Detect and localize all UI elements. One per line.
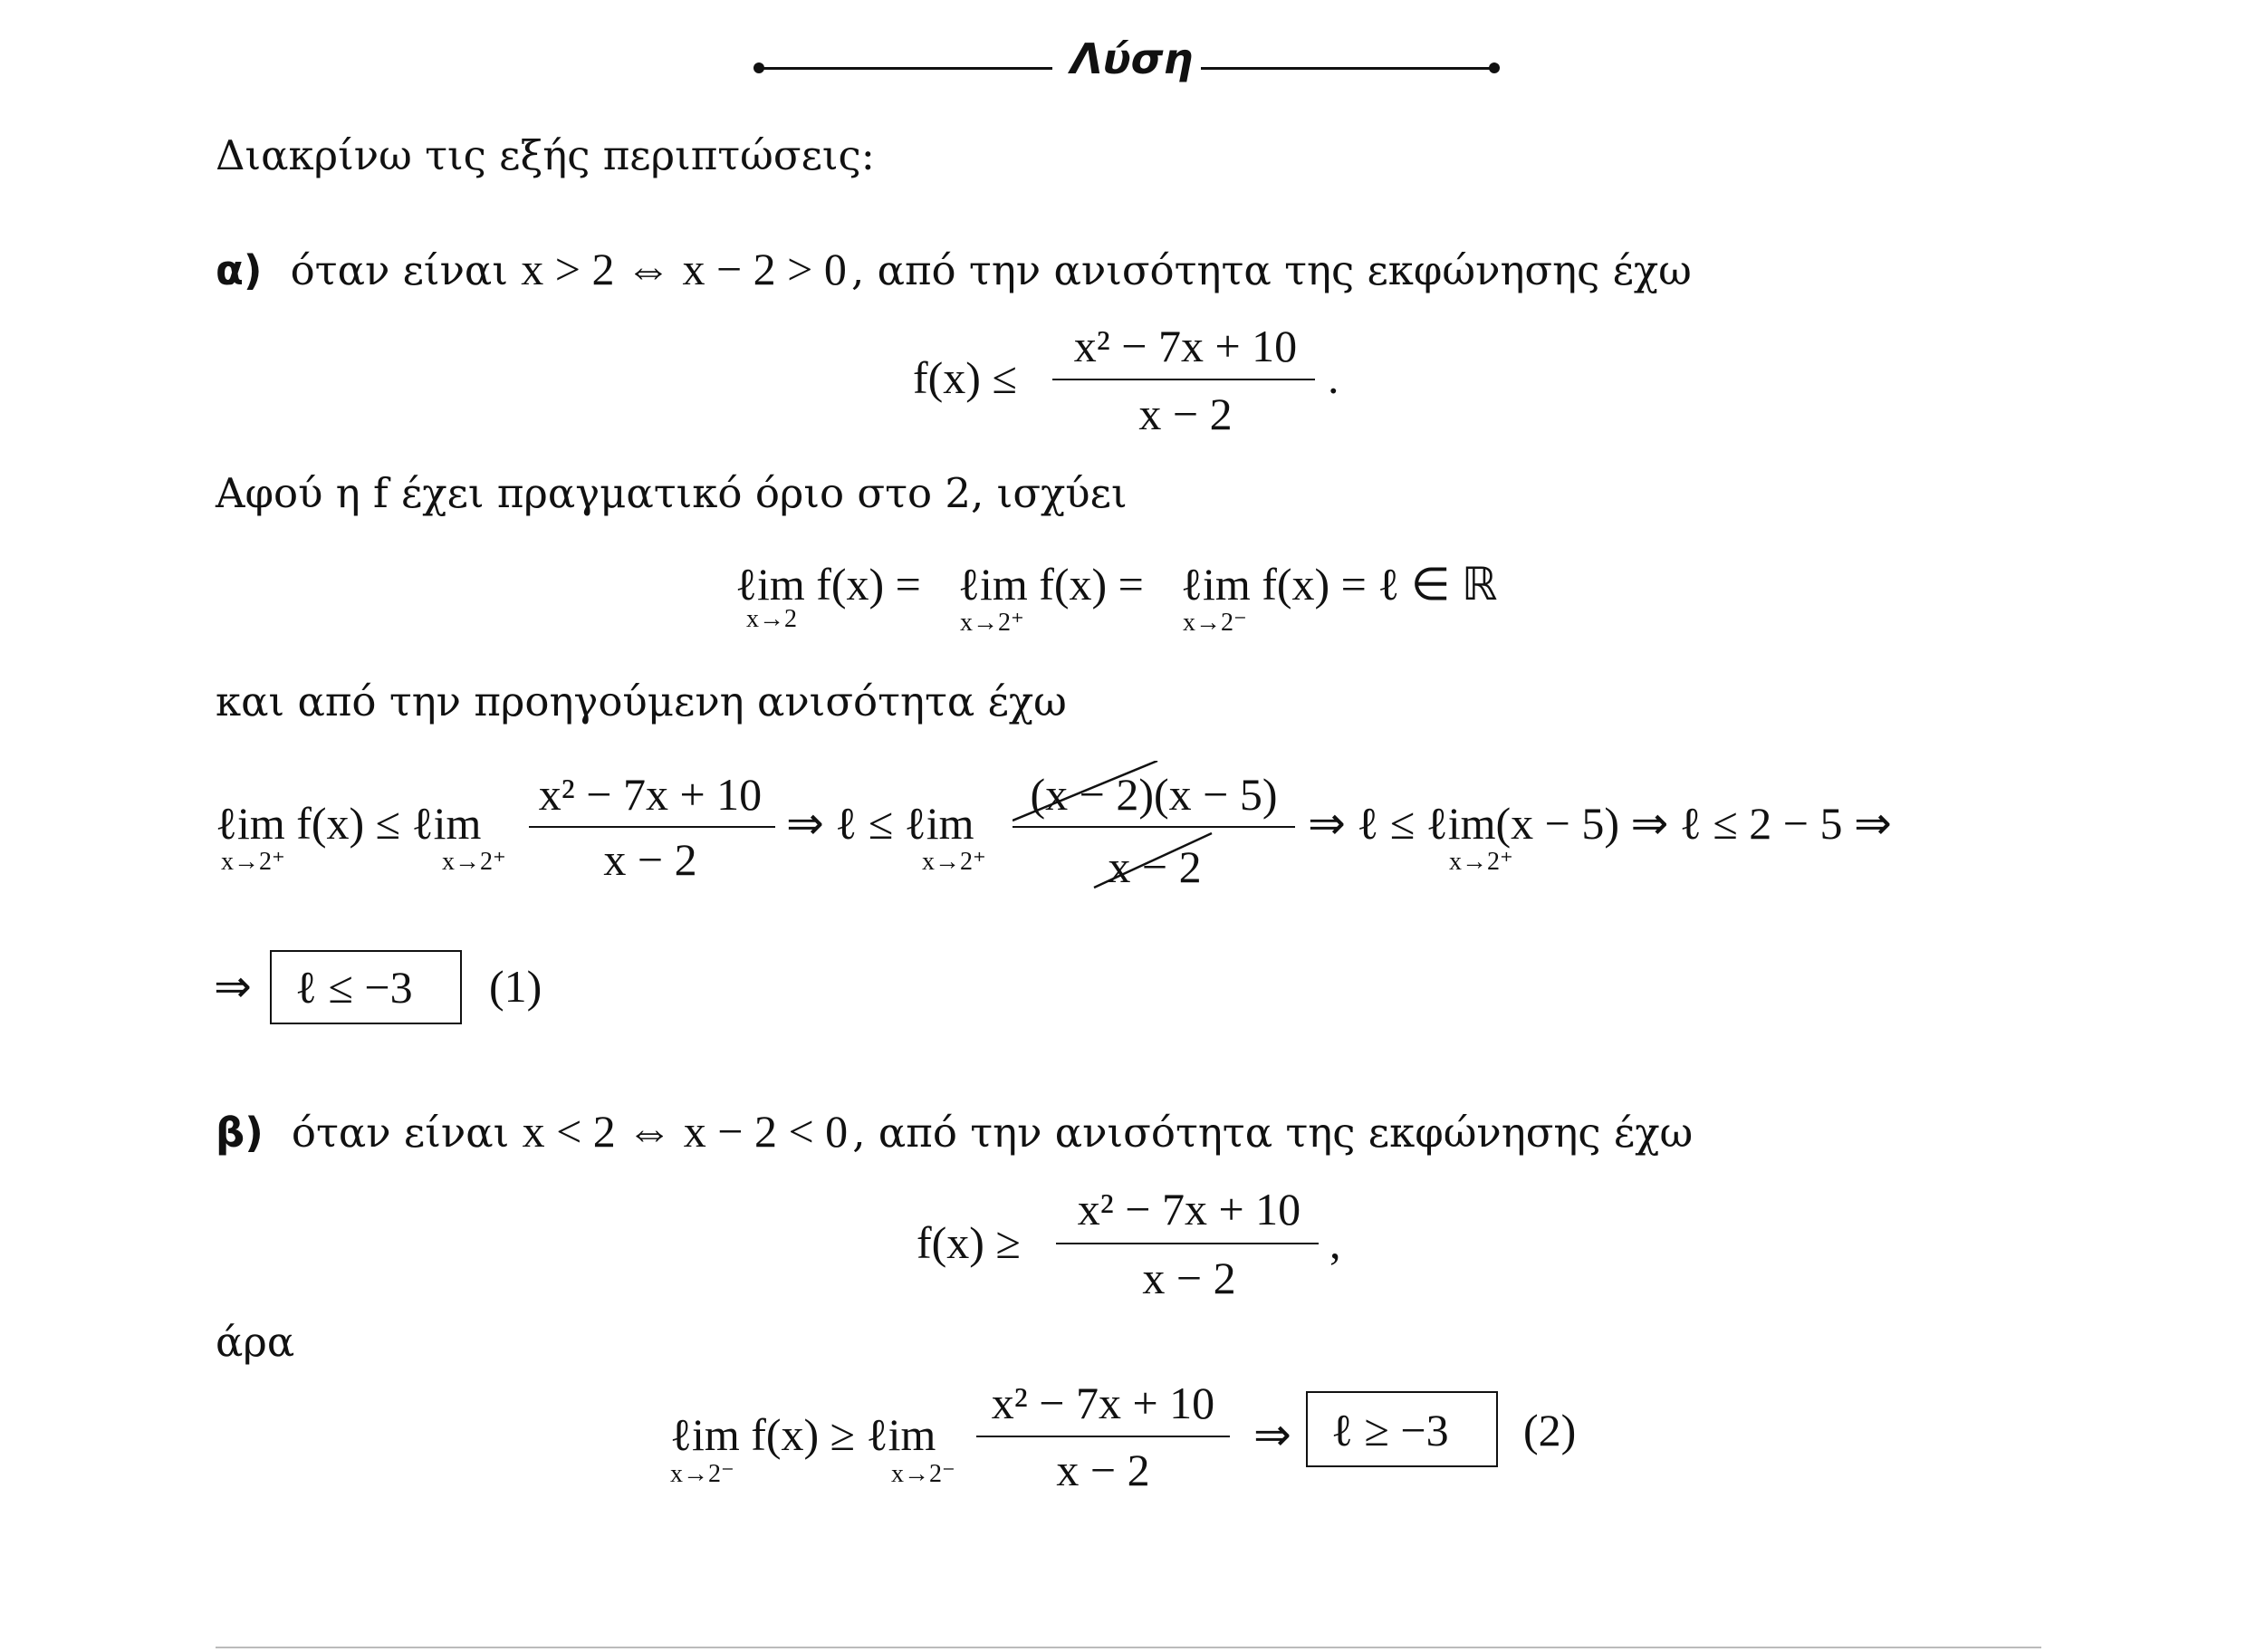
- case-a-denominator: x − 2: [1138, 389, 1233, 439]
- case-a-fraction-bar: [1052, 379, 1315, 380]
- section-title: Λύση: [1070, 34, 1194, 83]
- deriv-b-sub2: x→2⁻: [891, 1460, 955, 1488]
- deriv-a-numerator1: x² − 7x + 10: [538, 769, 763, 820]
- case-a-numerator: x² − 7x + 10: [1073, 321, 1298, 371]
- result-b-tag: (2): [1523, 1405, 1577, 1455]
- header-right-dot: [1489, 62, 1500, 73]
- deriv-a-step3: ⇒ ℓ ≤ ℓim(x − 5) ⇒ ℓ ≤ 2 − 5 ⇒: [1308, 798, 1892, 849]
- deriv-b-denominator: x − 2: [1056, 1445, 1150, 1495]
- case-b-label: β): [216, 1109, 264, 1157]
- case-b-condition: x < 2 ⇔ x − 2 < 0: [522, 1106, 849, 1157]
- deriv-a-denominator1: x − 2: [603, 834, 697, 885]
- limit-eq-sub1: x→2: [746, 605, 797, 633]
- header-left-line: [759, 67, 1052, 70]
- cancel-strikes: [1013, 761, 1302, 906]
- cancel-strike-denominator: [1094, 833, 1212, 888]
- case-a-text-end: , από την ανισότητα της εκφώνησης έχω: [850, 246, 1692, 294]
- result-a-box: [270, 950, 462, 1024]
- case-b-statement: [216, 1105, 1693, 1157]
- intro-text: Διακρίνω τις εξής περιπτώσεις:: [216, 131, 875, 179]
- section-header: [753, 31, 1500, 103]
- case-a-statement: [216, 243, 1692, 295]
- deriv-b-fraction-bar: [976, 1436, 1230, 1437]
- deriv-a-fraction-bar1: [529, 826, 775, 828]
- result-a-arrow: ⇒: [214, 961, 252, 1012]
- result-a-text: ℓ ≤ −3: [295, 962, 413, 1013]
- limit-eq-sub2: x→2⁺: [960, 609, 1024, 637]
- case-b-punct: ,: [1329, 1217, 1341, 1268]
- case-b-ineq-lhs: f(x) ≥: [917, 1217, 1021, 1268]
- deriv-a-sub4: x→2⁺: [1449, 848, 1513, 876]
- result-a-tag: (1): [489, 961, 542, 1012]
- limit-intro-text: Αφού η f έχει πραγματικό όριο στο 2, ισχύει: [216, 469, 1128, 517]
- case-b-numerator: x² − 7x + 10: [1077, 1184, 1301, 1234]
- limit-eq-part1: ℓim f(x) =: [735, 559, 921, 610]
- cancel-strike-numerator: [1013, 761, 1157, 821]
- case-b-fraction-bar: [1056, 1243, 1319, 1244]
- deriv-b-sub1: x→2⁻: [670, 1460, 734, 1488]
- case-b-text-start: όταν είναι: [291, 1109, 523, 1157]
- deriv-a-step2: ⇒ ℓ ≤ ℓim: [786, 798, 974, 849]
- deriv-a-sub2: x→2⁺: [442, 848, 506, 876]
- deriv-a-numerator2: (x − 2)(x − 5): [1030, 769, 1278, 820]
- case-a-punct: .: [1328, 352, 1339, 403]
- bottom-rule: [216, 1647, 2041, 1648]
- result-b-box: [1306, 1391, 1498, 1467]
- prev-inequality-text: και από την προηγούμενη ανισότητα έχω: [216, 677, 1067, 725]
- limit-eq-part3: ℓim f(x) = ℓ ∈ ℝ: [1181, 559, 1498, 610]
- deriv-a-sub1: x→2⁺: [221, 848, 285, 876]
- result-b-text: ℓ ≥ −3: [1331, 1405, 1449, 1455]
- case-a-condition: x > 2 ⇔ x − 2 > 0: [521, 244, 847, 294]
- limit-eq-sub3: x→2⁻: [1183, 609, 1247, 637]
- case-a-text-start: όταν είναι: [290, 246, 522, 294]
- deriv-a-denominator2: x − 2: [1108, 841, 1202, 892]
- case-a-label: α): [216, 246, 263, 294]
- deriv-b-lhs: ℓim f(x) ≥ ℓim: [670, 1409, 936, 1460]
- case-b-text-end: , από την ανισότητα της εκφώνησης έχω: [852, 1109, 1694, 1157]
- deriv-a-sub3: x→2⁺: [922, 848, 986, 876]
- case-b-denominator: x − 2: [1142, 1253, 1236, 1303]
- ara-text: άρα: [216, 1318, 295, 1366]
- header-right-line: [1201, 67, 1494, 70]
- deriv-b-numerator: x² − 7x + 10: [991, 1378, 1215, 1428]
- limit-eq-part2: ℓim f(x) =: [958, 559, 1144, 610]
- deriv-b-arrow: ⇒: [1253, 1409, 1291, 1460]
- deriv-a-lhs: ℓim f(x) ≤ ℓim: [216, 798, 482, 849]
- case-a-ineq-lhs: f(x) ≤: [913, 352, 1017, 403]
